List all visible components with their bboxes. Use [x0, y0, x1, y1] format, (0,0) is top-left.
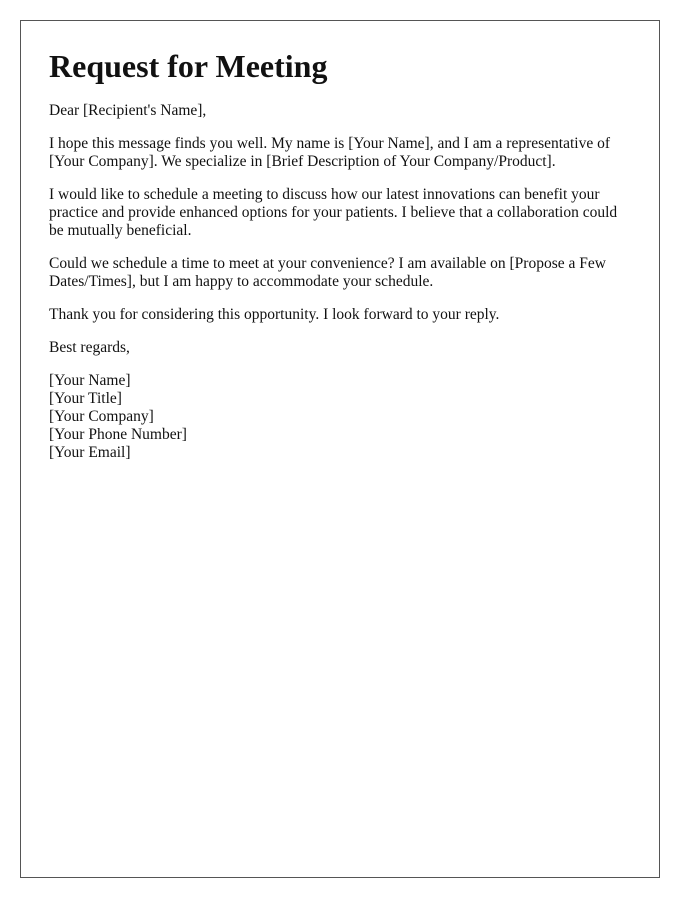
signature-block	[49, 372, 631, 462]
signature-phone: [Your Phone Number]	[49, 426, 187, 444]
paragraph-intro: I hope this message finds you well. My name is [Your Name], and I am a representative of [Your Company]. We specialize in [Brief Description of Your Company/Product].	[49, 135, 611, 171]
signature-title: [Your Title]	[49, 390, 122, 408]
salutation: Dear [Recipient's Name],	[49, 102, 207, 120]
closing: Best regards,	[49, 339, 130, 357]
paragraph-scheduling: Could we schedule a time to meet at your convenience? I am available on [Propose a Few Dates/Times], but I am happy to accommodate your schedule.	[49, 255, 606, 291]
paragraph-purpose: I would like to schedule a meeting to discuss how our latest innovations can benefit your practice and provide enhanced options for your patients. I believe that a collaboration could be mutually beneficial.	[49, 186, 618, 240]
signature-company: [Your Company]	[49, 408, 154, 426]
signature-email: [Your Email]	[49, 444, 131, 462]
signature-name: [Your Name]	[49, 372, 131, 390]
paragraph-thanks: Thank you for considering this opportunity. I look forward to your reply.	[49, 306, 500, 324]
letter-title: Request for Meeting	[49, 48, 328, 84]
letter-page	[20, 20, 660, 878]
